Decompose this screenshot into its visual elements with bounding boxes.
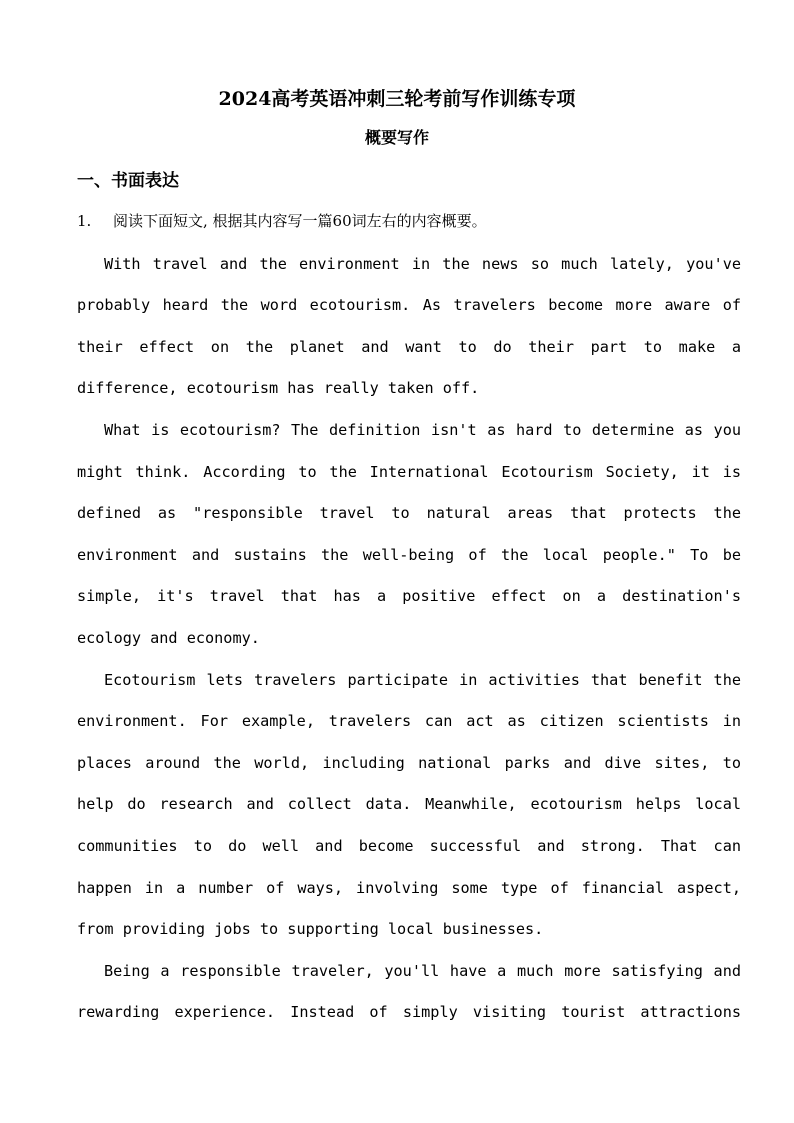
passage-line: their effect on the planet and want to do their part to make a — [77, 338, 741, 356]
passage-line: ecology and economy. — [77, 629, 260, 647]
passage-line: Ecotourism lets travelers participate in activities that benefit the — [104, 671, 741, 689]
document-subtitle: 概要写作 — [364, 128, 429, 147]
passage-line: happen in a number of ways, involving some type of financial aspect, — [77, 879, 741, 897]
passage-line: communities to do well and become successful and strong. That can — [77, 837, 741, 855]
question-instruction-text: 阅读下面短文, 根据其内容写一篇60词左右的内容概要。 — [113, 212, 487, 230]
passage-line: help do research and collect data. Meanwhile, ecotourism helps local — [77, 795, 741, 813]
passage-line: rewarding experience. Instead of simply visiting tourist attractions — [77, 1003, 741, 1021]
passage-line: places around the world, including national parks and dive sites, to — [77, 754, 741, 772]
passage-line: might think. According to the International Ecotourism Society, it is — [77, 463, 741, 481]
question-number: 1. — [77, 212, 92, 230]
passage-line: environment. For example, travelers can act as citizen scientists in — [77, 712, 741, 730]
passage-line: defined as "responsible travel to natural areas that protects the — [77, 504, 741, 522]
document-title: 2024高考英语冲刺三轮考前写作训练专项 — [218, 88, 576, 110]
passage-line: probably heard the word ecotourism. As travelers become more aware of — [77, 296, 741, 314]
passage-line: What is ecotourism? The definition isn't as hard to determine as you — [104, 421, 741, 439]
passage-line: difference, ecotourism has really taken off. — [77, 379, 480, 397]
question-instruction — [77, 210, 487, 232]
section-heading: 一、书面表达 — [77, 171, 179, 191]
passage-line: environment and sustains the well-being of the local people." To be — [77, 546, 741, 564]
passage-line: With travel and the environment in the news so much lately, you've — [104, 255, 741, 273]
passage-line: from providing jobs to supporting local businesses. — [77, 920, 544, 938]
passage-line: Being a responsible traveler, you'll have a much more satisfying and — [104, 962, 741, 980]
passage-line: simple, it's travel that has a positive effect on a destination's — [77, 587, 741, 605]
